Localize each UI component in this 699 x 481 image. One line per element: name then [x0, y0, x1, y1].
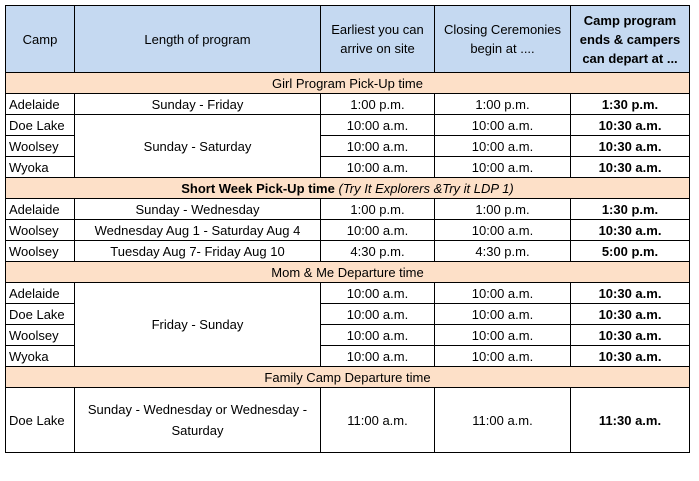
- camp-cell: Doe Lake: [6, 304, 75, 325]
- closing-cell: 10:00 a.m.: [435, 157, 571, 178]
- closing-cell: 10:00 a.m.: [435, 304, 571, 325]
- header-length: Length of program: [75, 6, 321, 73]
- earliest-cell: 10:00 a.m.: [321, 283, 435, 304]
- section-title: Mom & Me Departure time: [6, 262, 690, 283]
- camp-cell: Adelaide: [6, 199, 75, 220]
- camp-cell: Wyoka: [6, 346, 75, 367]
- length-cell: Tuesday Aug 7- Friday Aug 10: [75, 241, 321, 262]
- section-title: [6, 178, 690, 199]
- table-row: [6, 115, 690, 136]
- table-row: [6, 199, 690, 220]
- section-title-note: (Try It Explorers &Try it LDP 1): [338, 180, 514, 196]
- closing-cell: 10:00 a.m.: [435, 220, 571, 241]
- closing-cell: 10:00 a.m.: [435, 325, 571, 346]
- closing-cell: 1:00 p.m.: [435, 94, 571, 115]
- header-closing: Closing Ceremonies begin at ....: [435, 6, 571, 73]
- header-earliest: Earliest you can arrive on site: [321, 6, 435, 73]
- ends-cell: 10:30 a.m.: [571, 136, 690, 157]
- earliest-cell: 1:00 p.m.: [321, 199, 435, 220]
- ends-cell: 5:00 p.m.: [571, 241, 690, 262]
- ends-cell: 1:30 p.m.: [571, 94, 690, 115]
- camp-cell: Woolsey: [6, 241, 75, 262]
- closing-cell: 10:00 a.m.: [435, 283, 571, 304]
- ends-cell: 10:30 a.m.: [571, 346, 690, 367]
- header-ends: Camp program ends & campers can depart at ...: [571, 6, 690, 73]
- section-girl: [6, 73, 690, 94]
- camp-cell: Woolsey: [6, 136, 75, 157]
- section-short-week: [6, 178, 690, 199]
- length-cell: Sunday - Wednesday or Wednesday - Saturday: [75, 388, 321, 453]
- earliest-cell: 10:00 a.m.: [321, 136, 435, 157]
- closing-cell: 11:00 a.m.: [435, 388, 571, 453]
- closing-cell: 4:30 p.m.: [435, 241, 571, 262]
- closing-cell: 10:00 a.m.: [435, 346, 571, 367]
- header-camp: Camp: [6, 6, 75, 73]
- ends-cell: 10:30 a.m.: [571, 304, 690, 325]
- earliest-cell: 4:30 p.m.: [321, 241, 435, 262]
- length-cell: Wednesday Aug 1 - Saturday Aug 4: [75, 220, 321, 241]
- length-cell: Friday - Sunday: [75, 283, 321, 367]
- section-title: Girl Program Pick-Up time: [6, 73, 690, 94]
- earliest-cell: 10:00 a.m.: [321, 220, 435, 241]
- earliest-cell: 11:00 a.m.: [321, 388, 435, 453]
- earliest-cell: 10:00 a.m.: [321, 157, 435, 178]
- earliest-cell: 10:00 a.m.: [321, 115, 435, 136]
- camp-cell: Wyoka: [6, 157, 75, 178]
- camp-cell: Adelaide: [6, 94, 75, 115]
- table-row: [6, 283, 690, 304]
- ends-cell: 10:30 a.m.: [571, 325, 690, 346]
- table-row: [6, 220, 690, 241]
- ends-cell: 10:30 a.m.: [571, 157, 690, 178]
- table-row: [6, 241, 690, 262]
- camp-cell: Adelaide: [6, 283, 75, 304]
- table-row: [6, 94, 690, 115]
- length-cell: Sunday - Wednesday: [75, 199, 321, 220]
- ends-cell: 1:30 p.m.: [571, 199, 690, 220]
- earliest-cell: 10:00 a.m.: [321, 346, 435, 367]
- camp-cell: Woolsey: [6, 325, 75, 346]
- closing-cell: 10:00 a.m.: [435, 115, 571, 136]
- closing-cell: 1:00 p.m.: [435, 199, 571, 220]
- table-row: [6, 388, 690, 453]
- earliest-cell: 10:00 a.m.: [321, 304, 435, 325]
- section-title-bold: Short Week Pick-Up time: [181, 180, 335, 196]
- ends-cell: 10:30 a.m.: [571, 220, 690, 241]
- camp-schedule-table: [5, 5, 690, 453]
- camp-cell: Woolsey: [6, 220, 75, 241]
- section-title: Family Camp Departure time: [6, 367, 690, 388]
- section-family: [6, 367, 690, 388]
- length-cell: Sunday - Saturday: [75, 115, 321, 178]
- earliest-cell: 10:00 a.m.: [321, 325, 435, 346]
- section-mom-me: [6, 262, 690, 283]
- ends-cell: 10:30 a.m.: [571, 115, 690, 136]
- camp-cell: Doe Lake: [6, 115, 75, 136]
- camp-cell: Doe Lake: [6, 388, 75, 453]
- closing-cell: 10:00 a.m.: [435, 136, 571, 157]
- earliest-cell: 1:00 p.m.: [321, 94, 435, 115]
- ends-cell: 10:30 a.m.: [571, 283, 690, 304]
- ends-cell: 11:30 a.m.: [571, 388, 690, 453]
- header-row: [6, 6, 690, 73]
- length-cell: Sunday - Friday: [75, 94, 321, 115]
